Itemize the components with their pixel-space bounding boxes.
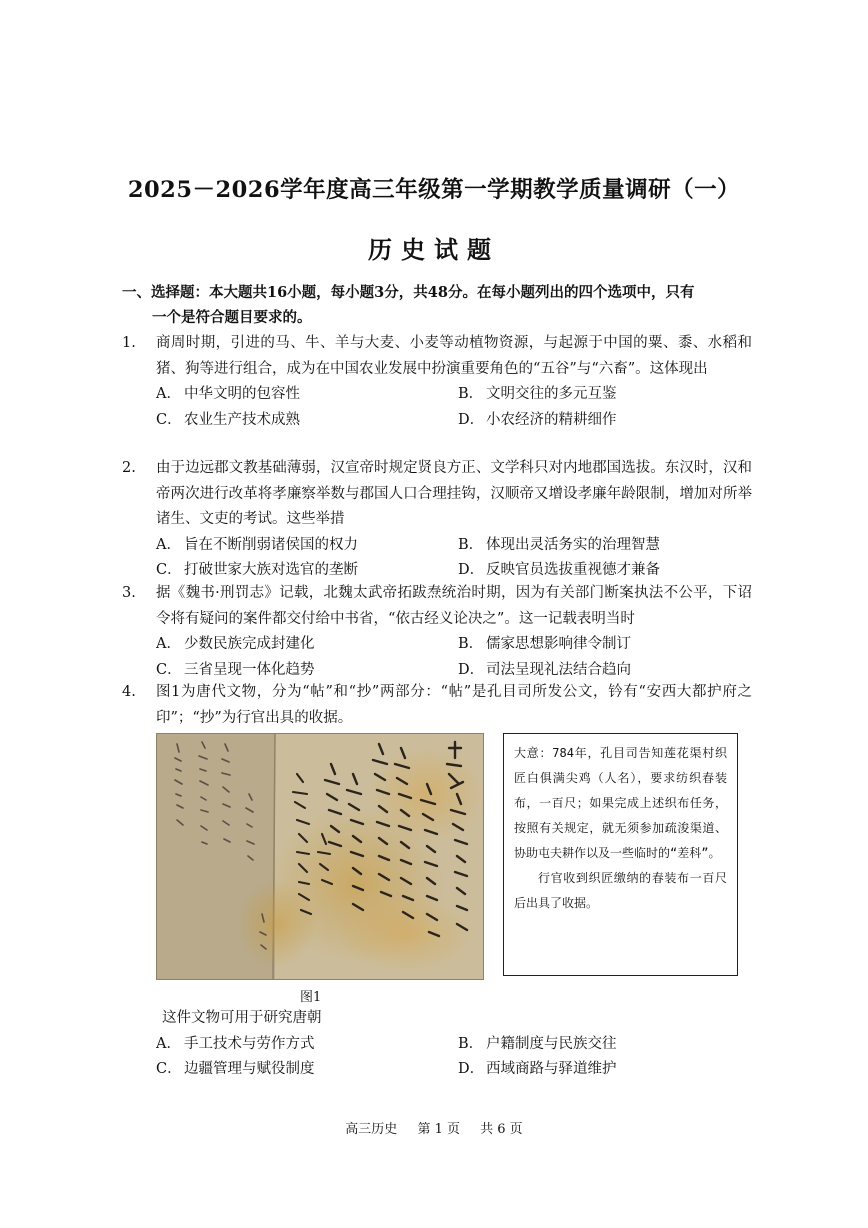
option-label: B． <box>458 386 484 402</box>
option-text: 中华文明的包容性 <box>184 386 300 402</box>
option-text: 西域商路与驿道维护 <box>486 1061 617 1077</box>
option-b[interactable] <box>458 382 758 408</box>
question-3 <box>122 581 752 683</box>
option-label: A． <box>156 1035 181 1052</box>
question-stem: 据《魏书·刑罚志》记载，北魏太武帝拓跋焘统治时期，因为有关部门断案执法不公平，下诏令将有疑问的案件都交付给中书省，“依古经义论决之”。这一记载表明当时 <box>156 585 752 627</box>
option-text: 司法呈现礼法结合趋向 <box>486 661 631 678</box>
question-stem: 商周时期，引进的马、牛、羊与大麦、小麦等动植物资源，与起源于中国的粟、黍、水稻和猪、狗等进行组合，成为在中国农业发展中扮演重要角色的“五谷”与“六畜”。这体现出 <box>156 335 752 377</box>
question-4-continuation <box>122 1006 752 1083</box>
question-stem: 由于边远郡文教基础薄弱，汉宣帝时规定贤良方正、文学科只对内地郡国选拔。东汉时，汉和帝两次进行改革将孝廉察举数与郡国人口合理挂钩，汉顺帝又增设孝廉年龄限制，增加对所举诸生、文吏的考试。这些举措 <box>156 460 752 527</box>
option-label: D． <box>458 411 485 428</box>
tang-document-image <box>156 733 484 980</box>
option-text: 旨在不断削弱诸侯国的权力 <box>184 536 358 553</box>
question-number: 1. <box>122 335 136 351</box>
option-text: 小农经济的精耕细作 <box>486 411 617 428</box>
option-label: B． <box>458 636 484 652</box>
option-c[interactable] <box>156 408 456 434</box>
option-text: 反映官员选拔重视德才兼备 <box>486 562 660 578</box>
option-text: 农业生产技术成熟 <box>184 411 300 428</box>
option-label: B． <box>458 536 484 553</box>
question-stem-cont: 这件文物可用于研究唐朝 <box>162 1010 322 1026</box>
option-label: D． <box>458 562 485 578</box>
option-text: 三省呈现一体化趋势 <box>184 661 315 678</box>
option-text: 手工技术与劳作方式 <box>184 1035 315 1052</box>
figure-caption: 图1 <box>300 990 322 1005</box>
option-c[interactable] <box>156 558 456 584</box>
manuscript-illustration <box>157 734 483 979</box>
option-text: 户籍制度与民族交往 <box>486 1035 617 1052</box>
options <box>156 1032 752 1083</box>
option-text: 儒家思想影响律令制订 <box>486 636 631 652</box>
option-d[interactable] <box>458 408 758 434</box>
option-label: D． <box>458 661 485 678</box>
exam-title: 2025－2026学年度高三年级第一学期教学质量调研（一） <box>127 177 741 203</box>
option-a[interactable] <box>156 632 456 658</box>
question-1 <box>122 331 752 433</box>
footer-subject: 高三历史 <box>345 1122 398 1137</box>
option-text: 打破世家大族对选官的垄断 <box>184 562 358 578</box>
option-text: 文明交往的多元互鉴 <box>486 386 617 402</box>
option-label: A． <box>156 636 181 652</box>
footer-page-number: 第 1 页 <box>417 1122 460 1137</box>
section-heading-line1: 一、选择题：本大题共16小题，每小题3分，共48分。在每小题列出的四个选项中，只有 <box>122 284 695 301</box>
section-heading <box>122 280 748 330</box>
question-number: 2. <box>122 460 136 476</box>
subject-title: 历史试题 <box>368 235 500 264</box>
translation-box <box>503 733 738 976</box>
option-b[interactable] <box>458 533 758 559</box>
question-number: 3. <box>122 585 136 601</box>
translation-note: 行官收到织匠缴纳的春装布一百尺后出具了收据。 <box>514 871 727 910</box>
question-2 <box>122 456 752 584</box>
footer-total-pages: 共 6 页 <box>480 1122 523 1137</box>
option-d[interactable] <box>458 1057 758 1083</box>
option-d[interactable] <box>458 558 758 584</box>
question-stem: 图1为唐代文物，分为“帖”和“抄”两部分：“帖”是孔目司所发公文，钤有“安西大都护府之印”；“抄”为行官出具的收据。 <box>156 684 752 726</box>
option-text: 少数民族完成封建化 <box>184 636 315 652</box>
option-text: 体现出灵活务实的治理智慧 <box>486 536 660 553</box>
option-label: C． <box>156 562 182 578</box>
option-label: C． <box>156 661 182 678</box>
option-label: D． <box>458 1061 485 1077</box>
option-a[interactable] <box>156 1032 456 1058</box>
page-footer <box>0 1118 868 1137</box>
question-number: 4. <box>122 684 136 700</box>
option-b[interactable] <box>458 632 758 658</box>
translation-text: 大意：784年，孔目司告知莲花渠村织匠白俱满尖鸡（人名），要求纺织春装布，一百尺；如果完成上述织布任务，按照有关规定，就无须参加疏浚渠道、协助屯夫耕作以及一些临时的“差科”。 <box>514 746 727 860</box>
options <box>156 382 752 433</box>
option-b[interactable] <box>458 1032 758 1058</box>
option-label: B． <box>458 1035 484 1052</box>
question-4 <box>122 680 752 731</box>
section-heading-line2: 一个是符合题目要求的。 <box>152 309 312 326</box>
option-a[interactable] <box>156 382 456 408</box>
option-c[interactable] <box>156 1057 456 1083</box>
option-a[interactable] <box>156 533 456 559</box>
option-label: A． <box>156 536 181 553</box>
option-label: C． <box>156 411 182 428</box>
option-label: C． <box>156 1061 182 1077</box>
options <box>156 533 752 584</box>
option-text: 边疆管理与赋役制度 <box>184 1061 315 1077</box>
option-label: A． <box>156 386 181 402</box>
options <box>156 632 752 683</box>
